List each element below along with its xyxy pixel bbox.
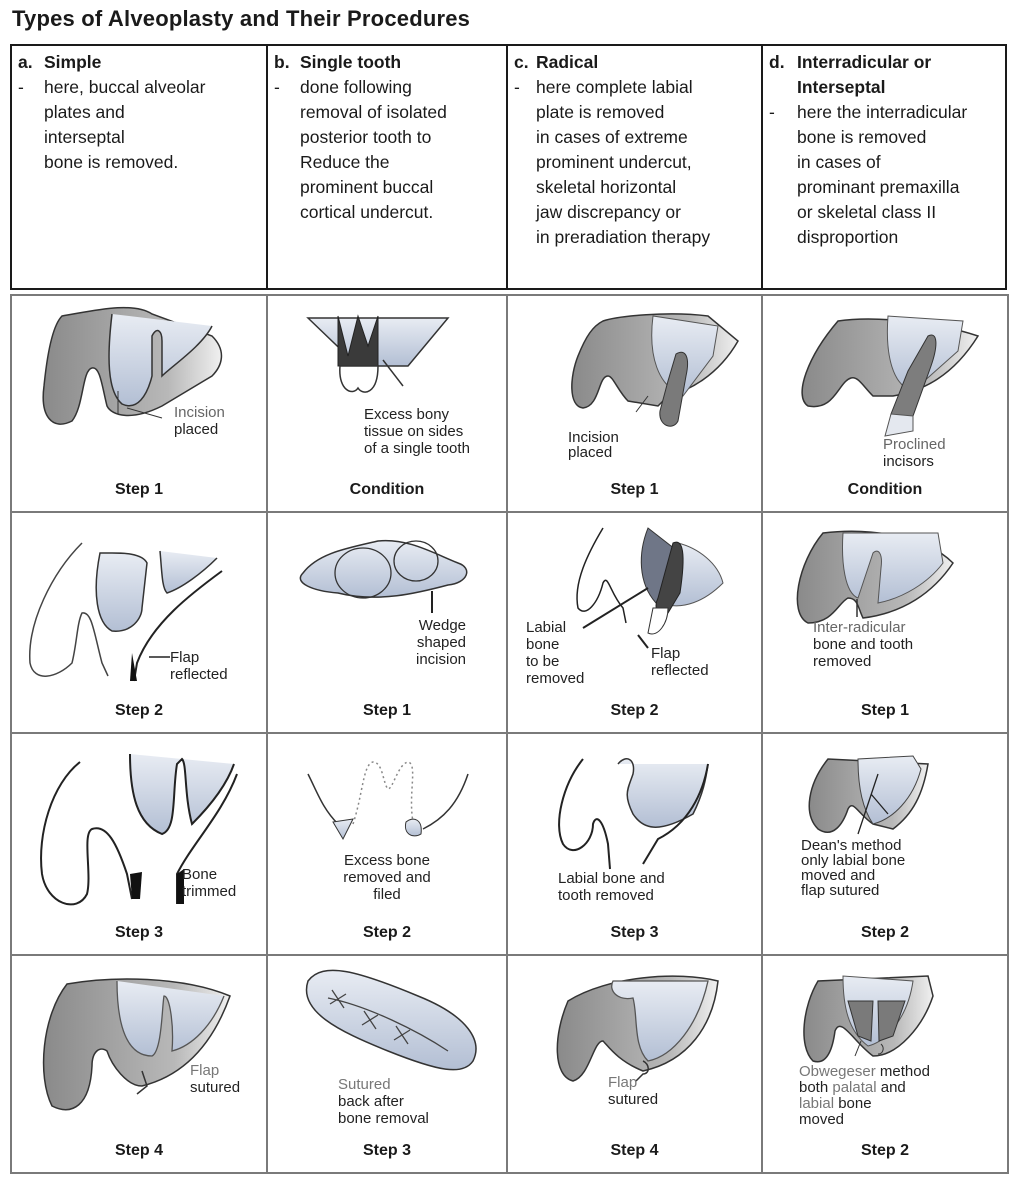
figure-simple-step2: [12, 513, 268, 734]
figure-caption: Step 3: [362, 1142, 411, 1159]
bullet: -: [514, 77, 520, 97]
type-letter: d.: [769, 52, 785, 72]
figure-caption: Condition: [349, 481, 425, 498]
description-line: prominent undercut,: [536, 152, 692, 172]
figure-interradicular-step2-obwegeser: [763, 956, 1007, 1172]
figure-caption: Step 4: [114, 1142, 163, 1159]
figure-single-tooth-step3: [268, 956, 508, 1172]
wedge-incision-illustration: [268, 513, 508, 734]
figure-caption: Condition: [847, 481, 923, 498]
description-line: posterior tooth to: [300, 127, 432, 147]
description-line: or skeletal class II: [797, 202, 937, 222]
annotation-labial-bone: Labial bone to be removed: [526, 619, 585, 687]
description-line: plates and: [44, 102, 125, 122]
figure-interradicular-step1: [763, 513, 1007, 734]
figure-interradicular-condition: [763, 296, 1007, 513]
description-line: done following: [300, 77, 412, 97]
description-line: here the interradicular: [797, 102, 968, 122]
flap-reflected-illustration: [12, 513, 268, 734]
figure-radical-step2: [508, 513, 763, 734]
figure-caption: Step 4: [610, 1142, 659, 1159]
description-line: in cases of extreme: [536, 127, 688, 147]
figure-simple-step3: [12, 734, 268, 956]
figure-caption: Step 2: [610, 702, 659, 719]
description-line: here complete labial: [536, 77, 693, 97]
annotation-sutured-back: Sutured back after bone removal: [338, 1076, 429, 1127]
figure-radical-step1: [508, 296, 763, 513]
annotation-proclined-incisors: Proclined incisors: [883, 436, 946, 470]
figure-caption: Step 2: [860, 924, 909, 941]
description-line: prominant premaxilla: [797, 177, 960, 197]
figure-caption: Step 2: [860, 1142, 909, 1159]
description-line: bone is removed: [797, 127, 927, 147]
figure-caption: Step 2: [362, 924, 411, 941]
description-line: cortical undercut.: [300, 202, 434, 222]
obwegeser-method-illustration: [763, 956, 1003, 1168]
figure-caption: Step 1: [114, 481, 163, 498]
procedure-figure-grid: [10, 294, 1009, 1174]
sutured-ridge-illustration: [268, 956, 508, 1168]
labial-bone-tooth-removed-illustration: [508, 734, 763, 956]
figure-caption: Step 3: [114, 924, 163, 941]
type-single-tooth: [268, 46, 508, 288]
page-title: Types of Alveoplasty and Their Procedures: [12, 6, 471, 31]
figure-caption: Step 3: [610, 924, 659, 941]
radical-flap-sutured-illustration: [508, 956, 763, 1168]
description-line: removal of isolated: [300, 102, 447, 122]
figure-single-tooth-condition: [268, 296, 508, 513]
description-line: jaw discrepancy or: [536, 202, 681, 222]
annotation-excess-bony-tissue: Excess bony tissue on sides of a single tooth: [364, 406, 470, 457]
type-name: Simple: [44, 52, 102, 72]
type-name: Single tooth: [300, 52, 402, 72]
figure-single-tooth-step2: [268, 734, 508, 956]
type-simple: [12, 46, 268, 288]
figure-single-tooth-step1: [268, 513, 508, 734]
annotation-flap-reflected: Flap reflected: [170, 649, 228, 683]
type-name: Radical: [536, 52, 599, 72]
description-line: in preradiation therapy: [536, 227, 711, 247]
bullet: -: [18, 77, 24, 97]
annotation-flap-reflected: Flap reflected: [651, 645, 709, 679]
description-line: disproportion: [797, 227, 899, 247]
type-name: Interradicular or: [797, 52, 932, 72]
annotation-deans-method: Dean's method only labial bone moved and flap sutured: [801, 837, 906, 899]
annotation-obwegeser-method: Obwegeser method both palatal and labial bone moved: [799, 1063, 930, 1128]
figure-caption: Step 2: [114, 702, 163, 719]
annotation-incision: Incision placed: [568, 429, 619, 461]
figure-caption: Step 1: [860, 702, 909, 719]
type-name-line2: Interseptal: [797, 77, 886, 97]
figure-caption: Step 1: [362, 702, 411, 719]
figure-radical-step3: [508, 734, 763, 956]
description-line: here, buccal alveolar: [44, 77, 206, 97]
type-letter: a.: [18, 52, 33, 72]
type-letter: c.: [514, 52, 529, 72]
annotation-flap-sutured: Flap sutured: [190, 1062, 241, 1096]
annotation-interradicular-removed: Inter-radicular bone and tooth removed: [813, 619, 914, 670]
type-radical: [508, 46, 763, 288]
description-line: Reduce the: [300, 152, 390, 172]
annotation-labial-bone-tooth-removed: Labial bone and tooth removed: [558, 870, 665, 904]
bone-filed-illustration: [268, 734, 508, 956]
figure-interradicular-step2-deans: [763, 734, 1007, 956]
description-line: skeletal horizontal: [536, 177, 677, 197]
annotation-bone-trimmed: Bone trimmed: [182, 866, 237, 900]
figure-simple-step1: [12, 296, 268, 513]
bullet: -: [274, 77, 280, 97]
annotation-excess-bone-removed: Excess bone removed and filed: [343, 852, 431, 903]
figure-radical-step4: [508, 956, 763, 1172]
bullet: -: [769, 102, 775, 122]
figure-simple-step4: [12, 956, 268, 1172]
bone-trimmed-illustration: [12, 734, 268, 956]
type-interradicular: [763, 46, 1005, 288]
alveoplasty-types-table: [10, 44, 1007, 290]
description-line: bone is removed.: [44, 152, 179, 172]
description-line: interseptal: [44, 127, 125, 147]
annotation-incision: Incision placed: [174, 404, 225, 438]
description-line: prominent buccal: [300, 177, 434, 197]
type-letter: b.: [274, 52, 290, 72]
annotation-wedge-incision: Wedge shaped incision: [416, 617, 467, 668]
figure-caption: Step 1: [610, 481, 659, 498]
description-line: in cases of: [797, 152, 881, 172]
annotation-flap-sutured: Flap sutured: [608, 1074, 659, 1108]
description-line: plate is removed: [536, 102, 665, 122]
